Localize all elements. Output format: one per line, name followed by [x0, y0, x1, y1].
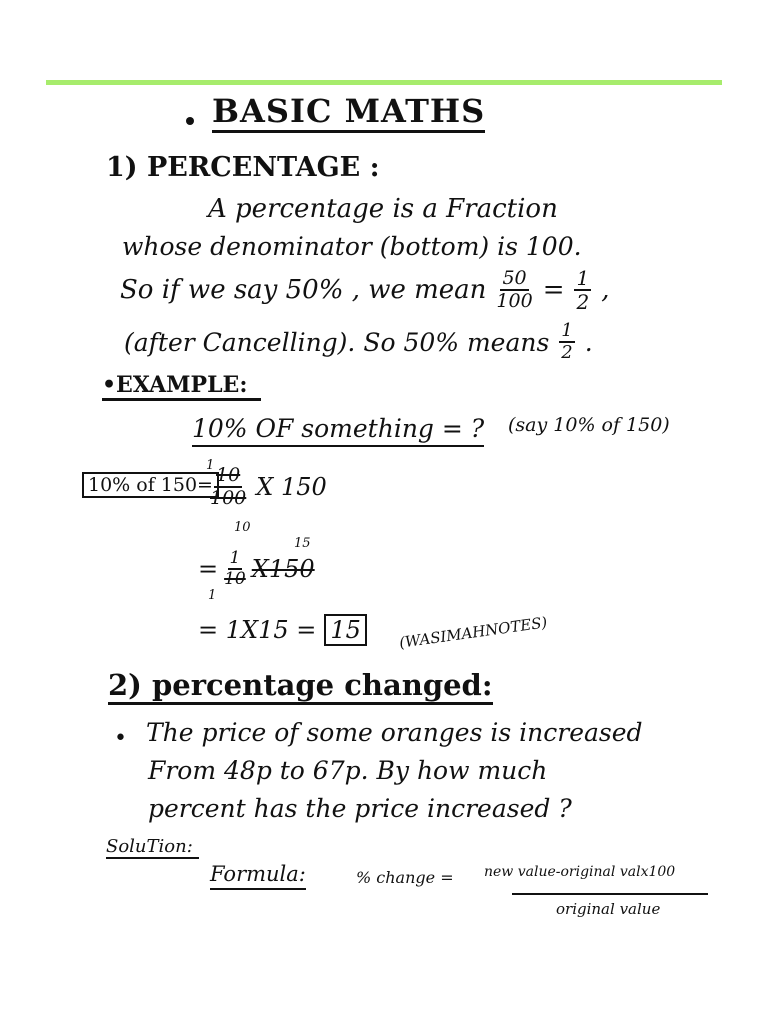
fraction-denominator: 100	[210, 487, 247, 509]
fraction-denominator: 10	[224, 569, 246, 589]
section-1-line-2: whose denominator (bottom) is 100.	[122, 232, 582, 261]
fraction-10-over-100	[210, 466, 246, 508]
formula-fraction-bar	[512, 893, 708, 895]
section-2-line-3: percent has the price increased ?	[148, 794, 572, 823]
section-1-heading: 1) PERCENTAGE :	[106, 152, 380, 183]
comma: ,	[601, 275, 610, 305]
cancel-mark-10: 10	[234, 520, 251, 535]
example-heading: •EXAMPLE:	[102, 372, 261, 401]
step-2-multiplier: X150	[251, 555, 315, 583]
section-2-heading	[108, 668, 493, 705]
fraction-numerator: 1	[576, 266, 590, 290]
fraction-one-half	[574, 268, 591, 312]
page-title: BASIC MATHS	[212, 92, 485, 133]
title-bullet	[186, 110, 194, 129]
line-4-text: (after Cancelling). So 50% means	[124, 327, 550, 357]
fraction-numerator: 50	[502, 267, 527, 289]
section-1-line-3	[120, 268, 609, 312]
section-2-line-1: The price of some oranges is increased	[146, 718, 643, 747]
formula-left: % change =	[356, 868, 454, 887]
equals-sign: =	[542, 275, 565, 305]
formula-denominator: original value	[556, 900, 661, 918]
fraction-one-half	[559, 322, 574, 362]
fraction-1-over-10	[224, 550, 246, 588]
cancel-mark-15: 15	[294, 536, 311, 551]
fraction-denominator: 2	[576, 290, 590, 314]
section-2-heading-text: 2) percentage changed:	[108, 668, 493, 705]
period: .	[584, 327, 593, 357]
step-1-multiplier: X 150	[256, 473, 327, 501]
list-bullet: •	[114, 726, 127, 751]
watermark: (WASIMAHNOTES)	[398, 613, 549, 652]
section-1-line-1: A percentage is a Fraction	[208, 194, 558, 224]
section-2-line-2: From 48p to 67p. By how much	[148, 756, 548, 785]
section-1-line-4	[124, 322, 593, 362]
step-1	[210, 466, 327, 508]
cancel-mark-1b: 1	[208, 588, 217, 603]
equals-sign: =	[198, 555, 219, 583]
fraction-numerator: 10	[216, 464, 241, 486]
fraction-denominator: 2	[561, 342, 573, 363]
solution-label: SoluTion:	[106, 836, 199, 859]
fraction-50-over-100	[496, 269, 532, 311]
line-3-text: So if we say 50% , we mean	[120, 275, 487, 305]
fraction-numerator: 1	[561, 320, 573, 341]
step-2	[198, 550, 315, 588]
answer-box: 15	[324, 614, 367, 646]
boxed-label: 10% of 150=	[82, 472, 219, 498]
top-divider	[46, 80, 722, 85]
fraction-denominator: 100	[496, 290, 533, 312]
example-aside: (say 10% of 150)	[508, 414, 670, 436]
cancel-mark-1: 1	[206, 458, 215, 473]
step-3-text: = 1X15 =	[198, 616, 317, 644]
fraction-numerator: 1	[229, 548, 241, 568]
formula-label: Formula:	[210, 862, 306, 890]
step-3	[198, 614, 367, 646]
formula-numerator: new value-original valx100	[484, 864, 676, 880]
example-question: 10% OF something = ?	[192, 414, 484, 447]
